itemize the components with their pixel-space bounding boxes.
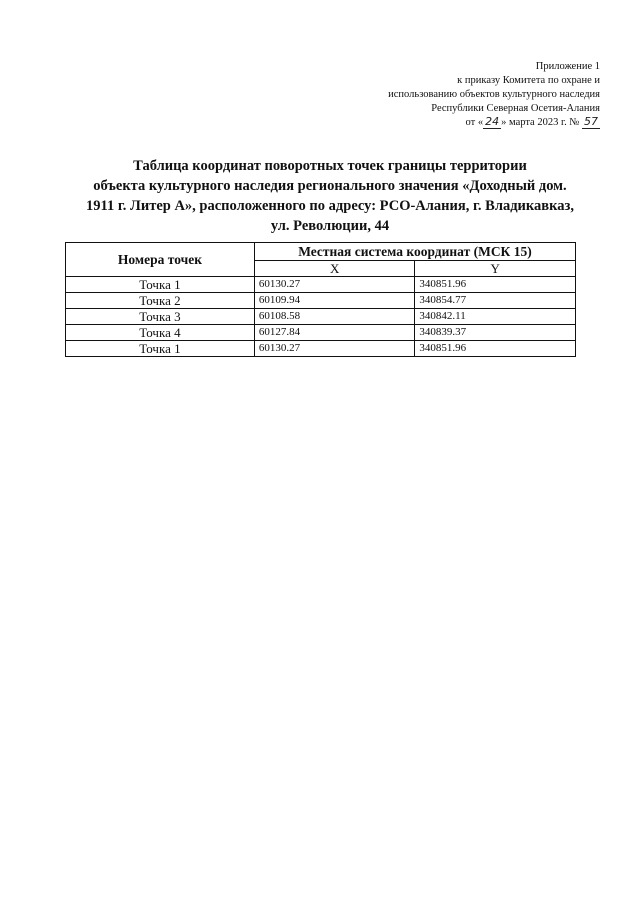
table-row: [66, 341, 576, 357]
point-name: Точка 1: [66, 341, 255, 357]
document-title: [60, 156, 600, 236]
title-line: Таблица координат поворотных точек границы территории: [133, 158, 527, 174]
x-value: 60127.84: [254, 325, 414, 341]
table-row: [66, 277, 576, 293]
header-points: Номера точек: [66, 243, 255, 277]
title-line: ул. Революции, 44: [270, 218, 390, 234]
date-middle: » марта 2023 г. №: [501, 117, 580, 128]
table-row: [66, 325, 576, 341]
y-value: 340851.96: [415, 341, 576, 357]
y-value: 340851.96: [415, 277, 576, 293]
date-prefix: от «: [465, 117, 484, 128]
x-value: 60109.94: [254, 293, 414, 309]
point-name: Точка 1: [66, 277, 255, 293]
point-name: Точка 4: [66, 325, 255, 341]
header-coordinate-system: Местная система координат (МСК 15): [254, 243, 575, 261]
date-day-handwritten: 24: [485, 115, 500, 128]
x-value: 60108.58: [254, 309, 414, 325]
table-row: [66, 293, 576, 309]
y-value: 340854.77: [415, 293, 576, 309]
header-y: Y: [415, 261, 576, 277]
point-name: Точка 3: [66, 309, 255, 325]
point-name: Точка 2: [66, 293, 255, 309]
coordinates-table: [65, 242, 576, 357]
appendix-line: использованию объектов культурного наследия: [388, 89, 600, 100]
title-line: объекта культурного наследия регионального значения «Доходный дом.: [93, 178, 567, 194]
appendix-line: к приказу Комитета по охране и: [457, 75, 600, 86]
x-value: 60130.27: [254, 341, 414, 357]
title-line: 1911 г. Литер А», расположенного по адресу: РСО-Алания, г. Владикавказ,: [86, 198, 574, 214]
table-header-row: [66, 243, 576, 261]
table-row: [66, 309, 576, 325]
appendix-date-line: [300, 116, 600, 130]
order-number-handwritten: 57: [584, 115, 598, 128]
y-value: 340842.11: [415, 309, 576, 325]
header-x: X: [254, 261, 414, 277]
appendix-line: Республики Северная Осетия-Алания: [431, 103, 600, 114]
appendix-line: Приложение 1: [535, 61, 600, 72]
appendix-block: [300, 60, 600, 130]
x-value: 60130.27: [254, 277, 414, 293]
y-value: 340839.37: [415, 325, 576, 341]
